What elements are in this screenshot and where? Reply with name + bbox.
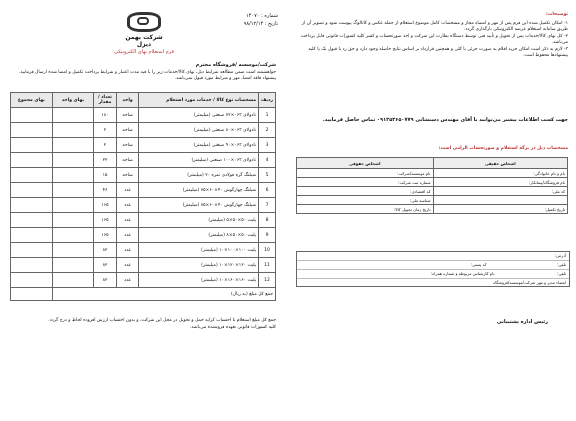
- item-unit: عدد: [116, 273, 139, 288]
- item-unit-price: [52, 198, 93, 213]
- item-description: شیلنگ چهارگوش ۴۰×۶۰×۷۵ (میلیمتر): [139, 183, 259, 198]
- document-date: تاریخ : ۹۸/۱۲/۱۴: [243, 21, 278, 27]
- item-unit-price: [52, 243, 93, 258]
- natural-person-field: [433, 196, 567, 205]
- item-description: پلیت ۵۰×۵۰×۵ (میلیمتر): [139, 213, 259, 228]
- row-number: 8: [259, 213, 276, 228]
- document-number: شماره : ۱۴۰۷۰: [246, 13, 278, 19]
- item-unit: عدد: [116, 258, 139, 273]
- table-row: [11, 198, 276, 213]
- row-number: 1: [259, 108, 276, 123]
- requirements-title: مشخصات ذیل در برگه استعلام و صورتحساب الزامی است:: [438, 146, 568, 151]
- signature-block: رئیس اداره پشتیبانی: [496, 319, 548, 325]
- instruction-item: ۲- کل بهای کالا/خدمات پس از تحویل و تأیید فنی توسط دستگاه نظارت این شرکت و اخذ صورتحساب و کسر کلیه کسورات قانونی قابل پرداخت می‌باشد.: [300, 33, 568, 45]
- item-description: پلیت ۱۶۰×۱۶۰×۱۰ (میلیمتر): [139, 273, 259, 288]
- terms-page: [288, 0, 576, 421]
- phone-label: تلفن:: [557, 262, 566, 267]
- notes: [10, 318, 276, 331]
- row-number: 6: [259, 183, 276, 198]
- instruction-item: ۳- لازم به ذکر است امکان خرید اقلام به صورت جزئی یا کلی و همچنین قرارداد بر اساس نتایج حاصله وجود دارد و حق رد یا قبول یک یا کلیه پیشنهادها محفوظ است.: [308, 46, 568, 58]
- addressee-heading: شرکت/موسسه /فروشگاه محترم: [195, 62, 276, 68]
- inquiry-table: [10, 92, 276, 301]
- item-quantity: ۸۲: [94, 273, 117, 288]
- requirements-row: [297, 205, 568, 214]
- item-description: نادولای ۰۶۳×۸۰ صنعتی (میلیمتر): [139, 123, 259, 138]
- item-unit: شاخه: [116, 138, 139, 153]
- item-total-price: [11, 243, 53, 258]
- item-total-price: [11, 273, 53, 288]
- table-header-row: [11, 93, 276, 108]
- introduction: [10, 62, 276, 83]
- item-quantity: ۲: [94, 138, 117, 153]
- header-total-price: بهای مجموع: [11, 93, 53, 108]
- item-unit-price: [52, 258, 93, 273]
- item-description: نادولای ۰۶۳×۱۰۰ صنعتی (میلیمتر): [139, 153, 259, 168]
- requirements-row: [297, 169, 568, 178]
- natural-person-field: نام و نام خانوادگی:: [433, 169, 567, 178]
- natural-person-field: تاریخ تکمیل:: [433, 205, 567, 214]
- legal-entity-field: تاریخ زمان تحویل کالا:: [297, 205, 434, 214]
- requirements-row: [297, 196, 568, 205]
- intro-text: خواهشمند است ضمن مطالعه شرایط ذیل، بهای کالا/خدمات زیر را با قید مدت اعتبار و شرایط پرداخت تکمیل و امضا شده ارسال فرمایید. پیشنهاد فاقد امضا، مهر و شرایط مورد قبول نمی‌باشد.: [18, 69, 276, 81]
- requirements-table: [296, 157, 568, 214]
- item-quantity: ۱۶۵: [94, 198, 117, 213]
- row-number: 7: [259, 198, 276, 213]
- table-row: [11, 273, 276, 288]
- natural-person-field: کد ملی:: [433, 187, 567, 196]
- legal-entity-field: شناسه ملی:: [297, 196, 434, 205]
- item-total-price: [11, 123, 53, 138]
- legal-entities-header: اشخاص حقوقی: [297, 158, 434, 169]
- row-number: 12: [259, 273, 276, 288]
- item-unit-price: [52, 213, 93, 228]
- item-description: شیلنگ گره فولادی نمره ۲۰ (میلیمتر): [139, 168, 259, 183]
- postal-code-label: کد پستی:: [470, 262, 487, 267]
- item-quantity: ۲: [94, 123, 117, 138]
- row-number: 3: [259, 138, 276, 153]
- item-unit-price: [52, 183, 93, 198]
- table-row: [11, 108, 276, 123]
- row-number: 10: [259, 243, 276, 258]
- expert-label: نام کارشناس مربوطه و شماره همراه:: [430, 271, 495, 276]
- item-unit-price: [52, 153, 93, 168]
- item-description: شیلنگ چهارگوش ۴۰×۶۰×۷۵ (میلیمتر): [139, 198, 259, 213]
- item-total-price: [11, 138, 53, 153]
- mobile-label: تلفن:: [557, 271, 566, 276]
- item-unit: عدد: [116, 243, 139, 258]
- form-title: فرم استعلام بهای الکترونیکی: [114, 49, 174, 55]
- legal-entity-field: شماره ثبت شرکت:: [297, 178, 434, 187]
- header-description: مشخصات نوع کالا / خدمات مورد استعلام: [139, 93, 259, 108]
- item-description: نادولای ۰۶۳×۷۲ صنعتی (میلیمتر): [139, 108, 259, 123]
- document-meta: [222, 12, 278, 28]
- row-number: 11: [259, 258, 276, 273]
- row-number: 9: [259, 228, 276, 243]
- item-quantity: ۱۵: [94, 168, 117, 183]
- item-unit: عدد: [116, 228, 139, 243]
- table-row: [11, 228, 276, 243]
- brand-logo-icon: [127, 12, 161, 32]
- legal-entity-field: نام موسسه/شرکت:: [297, 169, 434, 178]
- item-quantity: ۱۶۵: [94, 213, 117, 228]
- item-unit-price: [52, 228, 93, 243]
- contact-details-box: [296, 251, 570, 287]
- header-row-number: ردیف: [259, 93, 276, 108]
- item-total-price: [11, 168, 53, 183]
- item-unit-price: [52, 138, 93, 153]
- row-number: 4: [259, 153, 276, 168]
- natural-persons-header: اشخاص حقیقی: [433, 158, 567, 169]
- natural-person-field: نام فروشگاه/پیمانکار:: [433, 178, 567, 187]
- inquiry-rows: [11, 108, 276, 288]
- table-row: [11, 168, 276, 183]
- item-total-price: [11, 153, 53, 168]
- item-unit: عدد: [116, 213, 139, 228]
- contact-information: جهت کسب اطلاعات بیشتر می‌توانید با آقای مهندس دستشانی ۰۹۱۲۵۳۶۵۰۷۷۹ تماس حاصل فرمایید.: [322, 117, 568, 123]
- table-row: [11, 213, 276, 228]
- header-unit-price: بهای واحد: [52, 93, 93, 108]
- item-quantity: ۲۲: [94, 153, 117, 168]
- note-item: جمع کل مبلغ استعلام با احتساب کرایه حمل و تحویل در محل این شرکت، و بدون احتساب ارزش افزوده لحاظ و درج گردد.: [48, 318, 276, 323]
- item-total-price: [11, 258, 53, 273]
- requirements-table-container: [296, 157, 568, 214]
- item-unit: شاخه: [116, 168, 139, 183]
- row-number: 2: [259, 123, 276, 138]
- item-quantity: ۴۶: [94, 183, 117, 198]
- item-total-price: [11, 183, 53, 198]
- row-number: 5: [259, 168, 276, 183]
- instruction-item: ۱- امکان تکمیل شده این فرم پس از مهر و امضاء مجاز و مشخصات کامل موضوع استعلام از جمله عکس و کاتالوگ پیوست شود و تصویر آن از طریق سامانه استعلام عرضه الکترونیکی بارگذاری گردد.: [301, 20, 568, 32]
- item-total-price: [11, 228, 53, 243]
- signature-line: امضاء مدیر و مهر شرکت/موسسه/فروشگاه: [493, 280, 566, 285]
- item-description: نادولای ۰۶۳×۹۰ صنعتی (میلیمتر): [139, 138, 259, 153]
- item-unit-price: [52, 168, 93, 183]
- instructions: [296, 12, 568, 60]
- address-line: آدرس:: [297, 252, 569, 261]
- header-unit: واحد: [116, 93, 139, 108]
- item-description: پلیت ۱۰۰×۱۰۰×۱۰ (میلیمتر): [139, 243, 259, 258]
- table-row: [11, 258, 276, 273]
- sum-row: [11, 288, 276, 301]
- sum-value: [11, 288, 53, 301]
- item-quantity: ۱۸۰: [94, 108, 117, 123]
- requirements-row: [297, 178, 568, 187]
- item-unit: شاخه: [116, 108, 139, 123]
- item-total-price: [11, 198, 53, 213]
- table-row: [11, 183, 276, 198]
- item-quantity: ۸۲: [94, 258, 117, 273]
- header-quantity: تعداد / مقدار: [94, 93, 117, 108]
- item-unit-price: [52, 123, 93, 138]
- table-row: [11, 153, 276, 168]
- table-row: [11, 243, 276, 258]
- item-description: پلیت ۱۲۰×۱۲۰×۱۰ (میلیمتر): [139, 258, 259, 273]
- item-quantity: ۸۲: [94, 243, 117, 258]
- note-item: کلیه کسورات قانونی بعهده فروشنده می‌باشد.: [189, 324, 276, 330]
- item-unit: عدد: [116, 198, 139, 213]
- sum-label: جمع کل مبلغ (به ریال): [52, 288, 275, 301]
- item-quantity: ۱۶۵: [94, 228, 117, 243]
- item-unit-price: [52, 273, 93, 288]
- expert-line: [297, 270, 569, 279]
- legal-entity-field: کد اقتصادی:: [297, 187, 434, 196]
- item-unit-price: [52, 108, 93, 123]
- requirements-row: [297, 187, 568, 196]
- table-row: [11, 123, 276, 138]
- item-total-price: [11, 213, 53, 228]
- phone-postal-line: [297, 261, 569, 270]
- table-row: [11, 138, 276, 153]
- requirements-header-row: [297, 158, 568, 169]
- requirements-rows: [297, 169, 568, 214]
- item-unit: شاخه: [116, 123, 139, 138]
- item-total-price: [11, 108, 53, 123]
- instructions-title: توضیحات:: [546, 12, 568, 17]
- company-name: شرکت بهمن دیزل: [125, 34, 163, 48]
- item-unit: عدد: [116, 183, 139, 198]
- item-description: پلیت ۵۰×۵۰×۸ (میلیمتر): [139, 228, 259, 243]
- item-unit: شاخه: [116, 153, 139, 168]
- inquiry-table-container: [10, 92, 276, 301]
- company-logo: [121, 12, 167, 48]
